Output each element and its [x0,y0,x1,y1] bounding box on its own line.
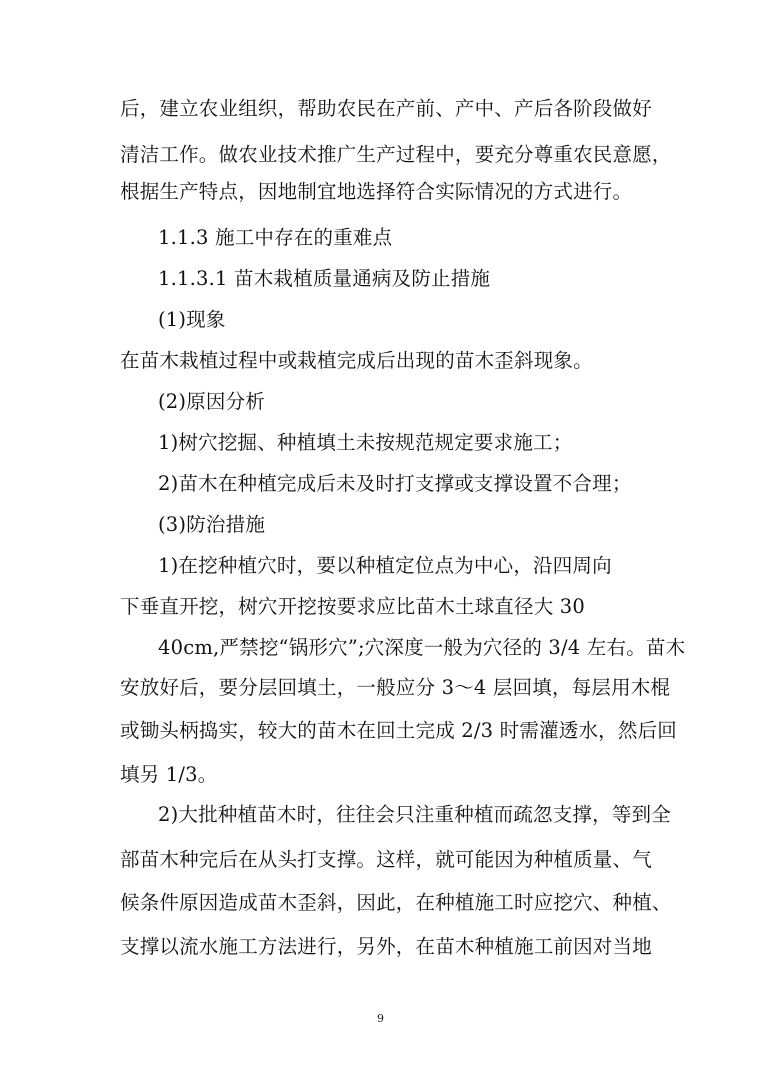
item-heading: (1)现象 [158,308,226,331]
body-text-line: 后，建立农业组织，帮助农民在产前、产中、产后各阶段做好 [120,97,652,120]
item-heading: (3)防治措施 [158,513,266,536]
body-text-line: 部苗木种完后在从头打支撑。这样，就可能因为种植质量、气 [120,848,652,871]
body-text-line: 根据生产特点，因地制宜地选择符合实际情况的方式进行。 [120,180,633,203]
body-text-line: 安放好后，要分层回填土，一般应分 3～4 层回填，每层用木棍 [120,676,671,699]
body-text-line: 或锄头柄捣实，较大的苗木在回土完成 2/3 时需灌透水，然后回 [120,719,677,742]
body-text-line: 清洁工作。做农业技术推广生产过程中，要充分尊重农民意愿， [120,143,672,166]
body-text-line: 支撑以流水施工方法进行，另外，在苗木种植施工前因对当地 [120,935,652,958]
section-heading: 1.1.3 施工中存在的重难点 [158,226,393,249]
body-text-line: 40cm,严禁挖“锅形穴”;穴深度一般为穴径的 3/4 左右。苗木 [158,636,686,659]
item-heading: (2)原因分析 [158,390,266,413]
subsection-heading: 1.1.3.1 苗木栽植质量通病及防止措施 [158,267,491,290]
body-text-line: 填另 1/3。 [120,763,218,786]
list-item: 2)苗木在种植完成后未及时打支撑或支撑设置不合理； [158,472,632,495]
list-item: 1)树穴挖掘、种植填土未按规范规定要求施工； [158,431,573,454]
body-text-line: 下垂直开挖，树穴开挖按要求应比苗木土球直径大 30 [120,595,586,618]
body-text-line: 在苗木栽植过程中或栽植完成后出现的苗木歪斜现象。 [120,349,593,372]
page-number: 9 [377,1012,384,1025]
list-item: 2)大批种植苗木时，往往会只注重种植而疏忽支撑，等到全 [158,803,671,826]
body-text-line: 候条件原因造成苗木歪斜，因此，在种植施工时应挖穴、种植、 [120,891,672,914]
list-item: 1)在挖种植穴时，要以种植定位点为中心，沿四周向 [158,554,612,577]
